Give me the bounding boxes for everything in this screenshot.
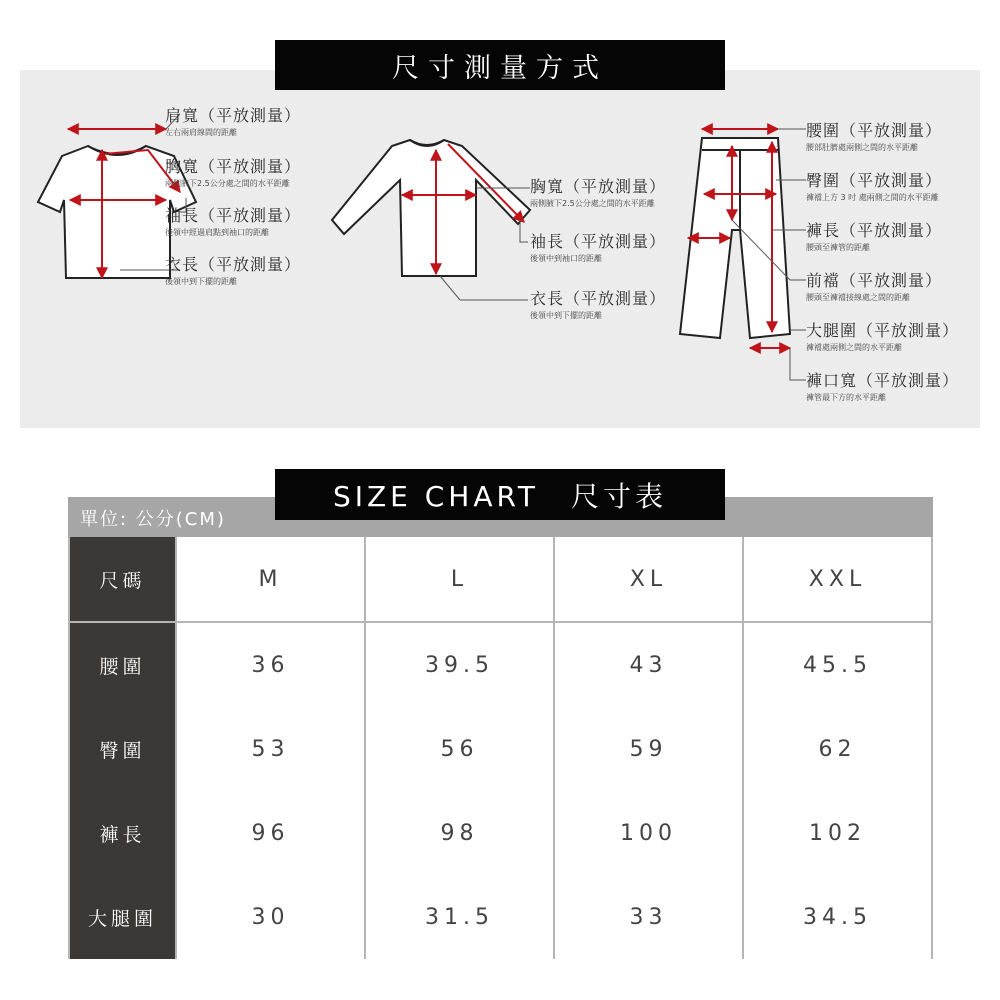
size-chart-banner: SIZE CHART 尺寸表 xyxy=(275,469,725,520)
table-cell: 102 xyxy=(744,791,931,875)
pants-length-label: 褲長（平放測量） 腰頭至褲管的距離 xyxy=(806,221,943,252)
table-row xyxy=(68,875,933,959)
table-cell: 59 xyxy=(555,707,742,791)
table-header-row xyxy=(68,537,933,621)
thigh-label: 大腿圍（平放測量） 褲襠處兩側之間的水平距離 xyxy=(806,321,960,352)
row-label: 大腿圍 xyxy=(70,875,175,959)
table-cell: 39.5 xyxy=(366,623,553,707)
row-label: 褲長 xyxy=(70,791,175,875)
unit-label: 單位: 公分(CM) xyxy=(80,509,226,530)
header-cell: 尺碼 xyxy=(70,537,175,621)
leg-opening-label: 褲口寬（平放測量） 褲管最下方的水平距離 xyxy=(806,371,960,402)
measurement-guide xyxy=(20,70,980,428)
table-row xyxy=(68,707,933,791)
longsleeve-sleeve-label: 袖長（平放測量） 後領中到袖口的距離 xyxy=(530,232,667,263)
shoulder-width-label: 肩寬（平放測量） 左右兩肩線間的距離 xyxy=(165,106,302,137)
table-cell: 31.5 xyxy=(366,875,553,959)
table-cell: 62 xyxy=(744,707,931,791)
header-cell: M xyxy=(177,537,364,621)
header-cell: L xyxy=(366,537,553,621)
table-cell: 45.5 xyxy=(744,623,931,707)
table-cell: 36 xyxy=(177,623,364,707)
size-table xyxy=(68,537,933,959)
table-cell: 100 xyxy=(555,791,742,875)
longsleeve-outline xyxy=(332,140,530,276)
table-cell: 53 xyxy=(177,707,364,791)
tshirt-chest-label: 胸寬（平放測量） 兩側腋下2.5公分處之間的水平距離 xyxy=(165,157,302,188)
front-rise-label: 前襠（平放測量） 腰頭至褲襠接線處之間的距離 xyxy=(806,271,943,302)
header-cell: XXL xyxy=(744,537,931,621)
table-row xyxy=(68,623,933,707)
measurement-method-banner: 尺寸測量方式 xyxy=(275,40,725,90)
row-label: 腰圍 xyxy=(70,623,175,707)
longsleeve-length-label: 衣長（平放測量） 後領中到下擺的距離 xyxy=(530,289,667,320)
table-cell: 43 xyxy=(555,623,742,707)
header-cell: XL xyxy=(555,537,742,621)
waist-label: 腰圍（平放測量） 腰部肚臍處兩側之間的水平距離 xyxy=(806,121,943,152)
table-row xyxy=(68,791,933,875)
hip-label: 臀圍（平放測量） 褲襠上方 3 吋 處兩側之間的水平距離 xyxy=(806,171,943,202)
table-cell: 33 xyxy=(555,875,742,959)
tshirt-length-label: 衣長（平放測量） 後領中到下擺的距離 xyxy=(165,255,302,286)
table-cell: 34.5 xyxy=(744,875,931,959)
table-cell: 96 xyxy=(177,791,364,875)
row-label: 臀圍 xyxy=(70,707,175,791)
tshirt-sleeve-label: 袖長（平放測量） 後領中經過肩點到袖口的距離 xyxy=(165,206,302,237)
table-cell: 98 xyxy=(366,791,553,875)
table-cell: 56 xyxy=(366,707,553,791)
longsleeve-chest-label: 胸寬（平放測量） 兩側腋下2.5公分處之間的水平距離 xyxy=(530,177,667,208)
table-cell: 30 xyxy=(177,875,364,959)
